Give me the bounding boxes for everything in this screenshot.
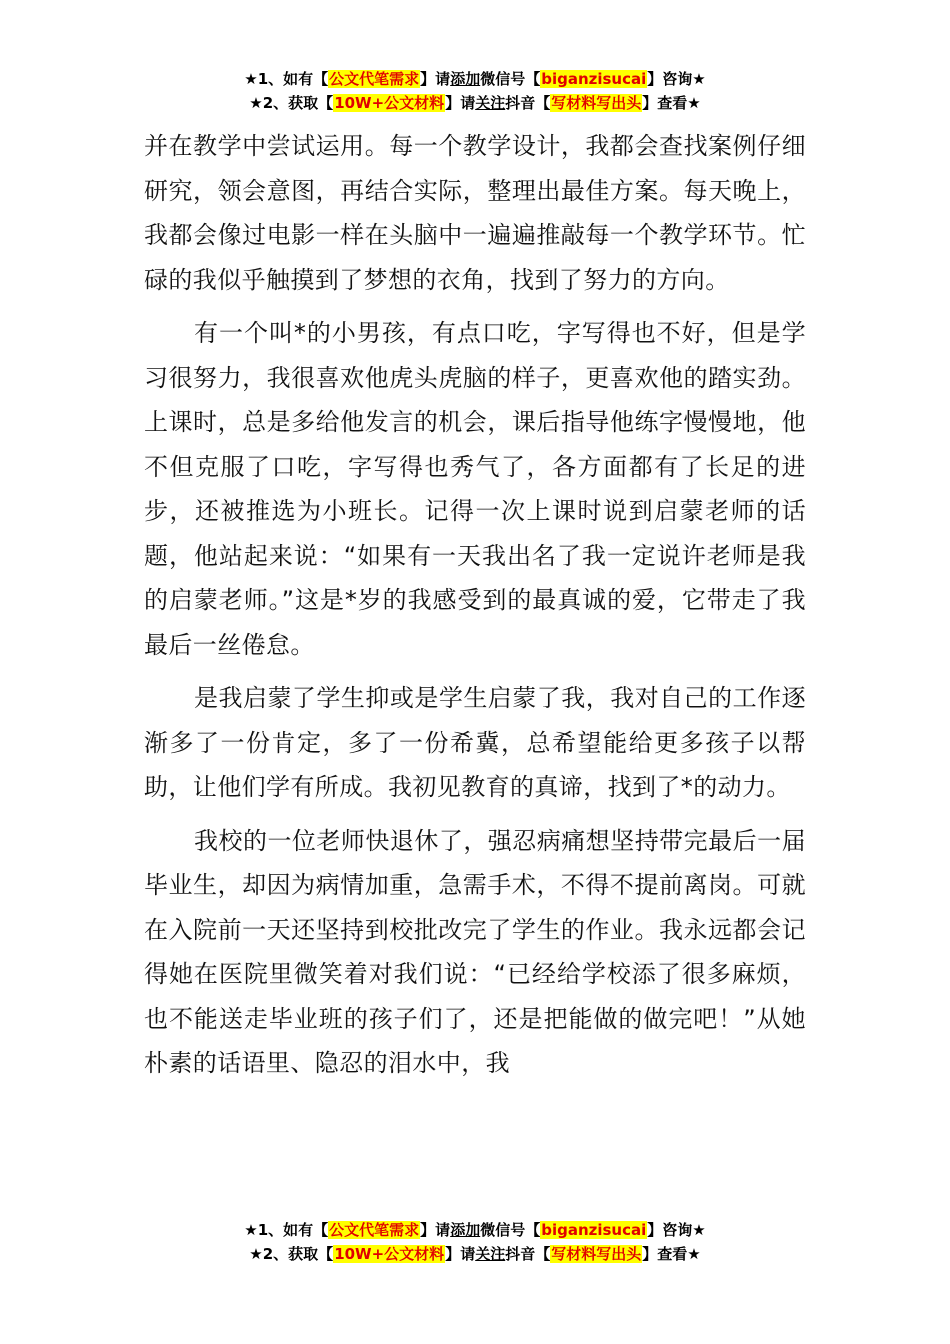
paragraph-1: 并在教学中尝试运用。每一个教学设计，我都会查找案例仔细研究，领会意图，再结合实际，整理出最佳方案。每天晚上，我都会像过电影一样在头脑中一遍遍推敲每一个教学环节。忙碌的我似乎触摸到了梦想的衣角，找到了努力的方向。 (144, 132, 806, 294)
footer-banner (0, 1218, 950, 1266)
paragraph-2: 有一个叫*的小男孩，有点口吃，字写得也不好，但是学习很努力，我很喜欢他虎头虎脑的样子，更喜欢他的踏实劲。上课时，总是多给他发言的机会，课后指导他练字慢慢地，他不但克服了口吃，字写得也秀气了，各方面都有了长足的进步，还被推选为小班长。记得一次上课时说到启蒙老师的话题，他站起来说：“如果有一天我出名了我一定说许老师是我的启蒙老师。”这是*岁的我感受到的最真诚的爱，它带走了我最后一丝倦怠。 (144, 319, 806, 659)
footer-line-1-prefix: ★1、如有【 (244, 1221, 329, 1239)
footer-line-2-text: 】请 (445, 1245, 476, 1263)
footer-line-1-wechat-label: 微信号【 (480, 1221, 541, 1239)
header-line-2-prefix: ★2、获取【 (249, 94, 334, 112)
footer-douyin-account: 写材料写出头 (551, 1245, 642, 1263)
header-underline-follow: 关注 (475, 94, 506, 112)
footer-wechat-id: biganzisucai (541, 1221, 647, 1239)
footer-line-2-suffix: 】查看★ (642, 1245, 701, 1263)
footer-line-1-suffix: 】咨询★ (647, 1221, 706, 1239)
header-line-1-suffix: 】咨询★ (647, 70, 706, 88)
header-highlight-materials: 10W+公文材料 (334, 94, 445, 112)
header-line-2-text: 】请 (445, 94, 476, 112)
header-line-1-wechat-label: 微信号【 (480, 70, 541, 88)
footer-line-2-douyin-label: 抖音【 (505, 1245, 551, 1263)
paragraph-4: 我校的一位老师快退休了，强忍病痛想坚持带完最后一届毕业生，却因为病情加重，急需手术，不得不提前离岗。可就在入院前一天还坚持到校批改完了学生的作业。我永远都会记得她在医院里微笑着对我们说：“已经给学校添了很多麻烦，也不能送走毕业班的孩子们了，还是把能做的做完吧！”从她朴素的话语里、隐忍的泪水中，我 (144, 826, 806, 1077)
footer-underline-add: 添加 (450, 1221, 481, 1239)
header-line-2-suffix: 】查看★ (642, 94, 701, 112)
header-line-2 (0, 91, 950, 115)
header-line-1 (0, 67, 950, 91)
header-line-1-text: 】请 (420, 70, 451, 88)
footer-highlight-materials: 10W+公文材料 (334, 1245, 445, 1263)
footer-highlight-service: 公文代笔需求 (329, 1221, 420, 1239)
header-wechat-id: biganzisucai (541, 70, 647, 88)
footer-line-2 (0, 1242, 950, 1266)
header-douyin-account: 写材料写出头 (551, 94, 642, 112)
header-highlight-service: 公文代笔需求 (329, 70, 420, 88)
footer-line-2-prefix: ★2、获取【 (249, 1245, 334, 1263)
document-body (144, 124, 806, 1095)
footer-underline-follow: 关注 (475, 1245, 506, 1263)
header-line-2-douyin-label: 抖音【 (505, 94, 551, 112)
header-underline-add: 添加 (450, 70, 481, 88)
header-banner (0, 67, 950, 115)
footer-line-1-text: 】请 (420, 1221, 451, 1239)
footer-line-1 (0, 1218, 950, 1242)
paragraph-3: 是我启蒙了学生抑或是学生启蒙了我，我对自己的工作逐渐多了一份肯定，多了一份希冀，总希望能给更多孩子以帮助，让他们学有所成。我初见教育的真谛，找到了*的动力。 (144, 684, 806, 801)
header-line-1-prefix: ★1、如有【 (244, 70, 329, 88)
